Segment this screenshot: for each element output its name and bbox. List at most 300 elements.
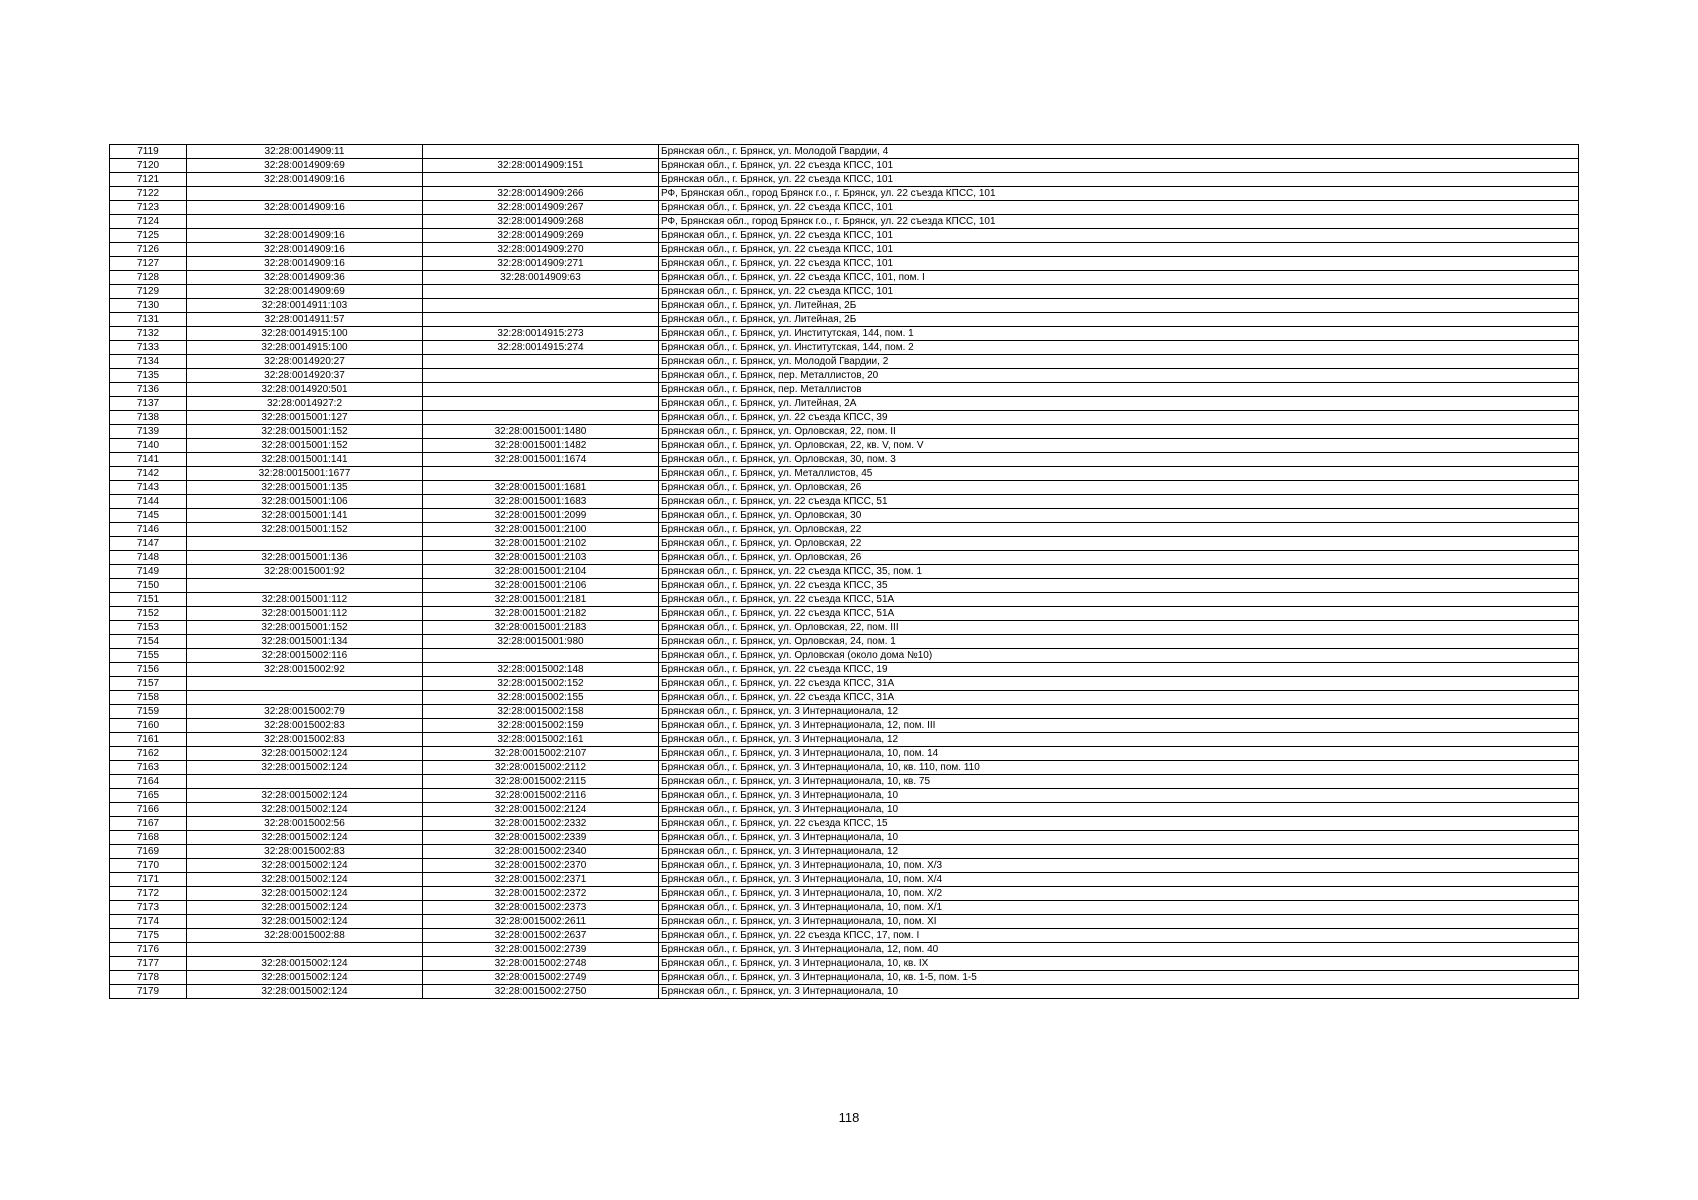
parcel-cadastral-number-cell: 32:28:0014911:103	[187, 299, 423, 313]
object-cadastral-number-cell	[423, 285, 659, 299]
address-cell: Брянская обл., г. Брянск, ул. 3 Интернационала, 12	[659, 845, 1579, 859]
parcel-cadastral-number-cell: 32:28:0014909:69	[187, 159, 423, 173]
address-cell: Брянская обл., г. Брянск, ул. Металлистов, 45	[659, 467, 1579, 481]
table-row	[110, 635, 1579, 649]
row-number-cell: 7155	[110, 649, 187, 663]
table-row	[110, 173, 1579, 187]
table-row	[110, 901, 1579, 915]
object-cadastral-number-cell: 32:28:0015002:2115	[423, 775, 659, 789]
row-number-cell: 7170	[110, 859, 187, 873]
address-cell: Брянская обл., г. Брянск, ул. 3 Интернационала, 10	[659, 985, 1579, 999]
parcel-cadastral-number-cell: 32:28:0015002:83	[187, 733, 423, 747]
object-cadastral-number-cell: 32:28:0014915:274	[423, 341, 659, 355]
row-number-cell: 7141	[110, 453, 187, 467]
object-cadastral-number-cell: 32:28:0015002:2739	[423, 943, 659, 957]
parcel-cadastral-number-cell: 32:28:0015001:152	[187, 425, 423, 439]
row-number-cell: 7148	[110, 551, 187, 565]
parcel-cadastral-number-cell: 32:28:0015001:152	[187, 621, 423, 635]
table-row	[110, 705, 1579, 719]
row-number-cell: 7128	[110, 271, 187, 285]
object-cadastral-number-cell: 32:28:0015001:2100	[423, 523, 659, 537]
row-number-cell: 7120	[110, 159, 187, 173]
table-row	[110, 509, 1579, 523]
address-cell: РФ, Брянская обл., город Брянск г.о., г. Брянск, ул. 22 съезда КПСС, 101	[659, 215, 1579, 229]
row-number-cell: 7161	[110, 733, 187, 747]
row-number-cell: 7139	[110, 425, 187, 439]
row-number-cell: 7157	[110, 677, 187, 691]
address-cell: Брянская обл., г. Брянск, ул. 3 Интернационала, 10, кв. IX	[659, 957, 1579, 971]
parcel-cadastral-number-cell: 32:28:0015002:124	[187, 971, 423, 985]
row-number-cell: 7123	[110, 201, 187, 215]
object-cadastral-number-cell: 32:28:0015002:2372	[423, 887, 659, 901]
table-row	[110, 733, 1579, 747]
table-row	[110, 817, 1579, 831]
table-row	[110, 789, 1579, 803]
parcel-cadastral-number-cell: 32:28:0014909:16	[187, 201, 423, 215]
object-cadastral-number-cell: 32:28:0015001:2183	[423, 621, 659, 635]
object-cadastral-number-cell: 32:28:0015002:2124	[423, 803, 659, 817]
address-cell: Брянская обл., г. Брянск, ул. 22 съезда КПСС, 15	[659, 817, 1579, 831]
object-cadastral-number-cell: 32:28:0015001:980	[423, 635, 659, 649]
address-cell: Брянская обл., г. Брянск, ул. 22 съезда КПСС, 101	[659, 243, 1579, 257]
row-number-cell: 7133	[110, 341, 187, 355]
row-number-cell: 7129	[110, 285, 187, 299]
row-number-cell: 7119	[110, 145, 187, 159]
parcel-cadastral-number-cell: 32:28:0014915:100	[187, 341, 423, 355]
row-number-cell: 7143	[110, 481, 187, 495]
address-cell: Брянская обл., г. Брянск, ул. 22 съезда КПСС, 39	[659, 411, 1579, 425]
table-row	[110, 985, 1579, 999]
row-number-cell: 7151	[110, 593, 187, 607]
row-number-cell: 7140	[110, 439, 187, 453]
row-number-cell: 7153	[110, 621, 187, 635]
address-cell: Брянская обл., г. Брянск, ул. Орловская, 22	[659, 523, 1579, 537]
object-cadastral-number-cell	[423, 173, 659, 187]
address-cell: Брянская обл., г. Брянск, ул. 22 съезда КПСС, 101	[659, 229, 1579, 243]
address-cell: Брянская обл., г. Брянск, ул. 3 Интернационала, 10, кв. 75	[659, 775, 1579, 789]
object-cadastral-number-cell: 32:28:0015001:1683	[423, 495, 659, 509]
address-cell: Брянская обл., г. Брянск, ул. 22 съезда КПСС, 101, пом. I	[659, 271, 1579, 285]
row-number-cell: 7154	[110, 635, 187, 649]
table-row	[110, 481, 1579, 495]
address-cell: Брянская обл., г. Брянск, ул. Орловская, 30	[659, 509, 1579, 523]
parcel-cadastral-number-cell: 32:28:0015001:134	[187, 635, 423, 649]
table-row	[110, 495, 1579, 509]
address-cell: Брянская обл., г. Брянск, ул. 22 съезда КПСС, 31А	[659, 691, 1579, 705]
table-row	[110, 201, 1579, 215]
address-cell: Брянская обл., г. Брянск, ул. 3 Интернационала, 10, пом. X/4	[659, 873, 1579, 887]
parcel-cadastral-number-cell: 32:28:0015001:112	[187, 593, 423, 607]
parcel-cadastral-number-cell: 32:28:0015002:124	[187, 789, 423, 803]
row-number-cell: 7159	[110, 705, 187, 719]
table-row	[110, 355, 1579, 369]
parcel-cadastral-number-cell: 32:28:0015002:124	[187, 873, 423, 887]
row-number-cell: 7168	[110, 831, 187, 845]
object-cadastral-number-cell: 32:28:0015002:2373	[423, 901, 659, 915]
row-number-cell: 7130	[110, 299, 187, 313]
row-number-cell: 7172	[110, 887, 187, 901]
row-number-cell: 7175	[110, 929, 187, 943]
address-cell: Брянская обл., г. Брянск, ул. Литейная, 2Б	[659, 313, 1579, 327]
table-row	[110, 383, 1579, 397]
row-number-cell: 7144	[110, 495, 187, 509]
object-cadastral-number-cell: 32:28:0015002:155	[423, 691, 659, 705]
row-number-cell: 7156	[110, 663, 187, 677]
address-cell: Брянская обл., г. Брянск, ул. 3 Интернационала, 10, пом. X/1	[659, 901, 1579, 915]
row-number-cell: 7177	[110, 957, 187, 971]
address-cell: Брянская обл., г. Брянск, ул. 3 Интернационала, 12	[659, 705, 1579, 719]
address-cell: Брянская обл., г. Брянск, ул. 3 Интернационала, 10, пом. 14	[659, 747, 1579, 761]
table-row	[110, 537, 1579, 551]
parcel-cadastral-number-cell: 32:28:0014909:16	[187, 243, 423, 257]
address-cell: Брянская обл., г. Брянск, ул. Молодой Гвардии, 2	[659, 355, 1579, 369]
address-cell: Брянская обл., г. Брянск, ул. Литейная, 2Б	[659, 299, 1579, 313]
row-number-cell: 7147	[110, 537, 187, 551]
parcel-cadastral-number-cell: 32:28:0015002:56	[187, 817, 423, 831]
table-row	[110, 243, 1579, 257]
object-cadastral-number-cell: 32:28:0015001:2182	[423, 607, 659, 621]
table-row	[110, 369, 1579, 383]
address-cell: Брянская обл., г. Брянск, ул. Литейная, 2А	[659, 397, 1579, 411]
parcel-cadastral-number-cell: 32:28:0015002:83	[187, 845, 423, 859]
address-cell: Брянская обл., г. Брянск, ул. Орловская, 22	[659, 537, 1579, 551]
table-row	[110, 327, 1579, 341]
object-cadastral-number-cell: 32:28:0015001:1480	[423, 425, 659, 439]
parcel-cadastral-number-cell: 32:28:0015002:124	[187, 761, 423, 775]
parcel-cadastral-number-cell: 32:28:0015002:124	[187, 747, 423, 761]
cadastral-table	[109, 144, 1579, 999]
parcel-cadastral-number-cell: 32:28:0014909:11	[187, 145, 423, 159]
parcel-cadastral-number-cell: 32:28:0015002:124	[187, 831, 423, 845]
table-row	[110, 943, 1579, 957]
address-cell: Брянская обл., г. Брянск, ул. 22 съезда КПСС, 101	[659, 201, 1579, 215]
parcel-cadastral-number-cell: 32:28:0015001:112	[187, 607, 423, 621]
parcel-cadastral-number-cell: 32:28:0014920:27	[187, 355, 423, 369]
address-cell: Брянская обл., г. Брянск, пер. Металлистов	[659, 383, 1579, 397]
address-cell: Брянская обл., г. Брянск, пер. Металлистов, 20	[659, 369, 1579, 383]
address-cell: Брянская обл., г. Брянск, ул. 22 съезда КПСС, 51А	[659, 593, 1579, 607]
object-cadastral-number-cell: 32:28:0014909:269	[423, 229, 659, 243]
address-cell: Брянская обл., г. Брянск, ул. 3 Интернационала, 10, пом. XI	[659, 915, 1579, 929]
table-row	[110, 593, 1579, 607]
row-number-cell: 7179	[110, 985, 187, 999]
parcel-cadastral-number-cell: 32:28:0015001:135	[187, 481, 423, 495]
parcel-cadastral-number-cell: 32:28:0015001:152	[187, 523, 423, 537]
row-number-cell: 7138	[110, 411, 187, 425]
table-row	[110, 747, 1579, 761]
address-cell: Брянская обл., г. Брянск, ул. 22 съезда КПСС, 17, пом. I	[659, 929, 1579, 943]
parcel-cadastral-number-cell: 32:28:0014909:69	[187, 285, 423, 299]
object-cadastral-number-cell	[423, 411, 659, 425]
address-cell: РФ, Брянская обл., город Брянск г.о., г. Брянск, ул. 22 съезда КПСС, 101	[659, 187, 1579, 201]
object-cadastral-number-cell	[423, 355, 659, 369]
table-body	[110, 145, 1579, 999]
table-row	[110, 425, 1579, 439]
table-row	[110, 663, 1579, 677]
parcel-cadastral-number-cell: 32:28:0014927:2	[187, 397, 423, 411]
object-cadastral-number-cell	[423, 313, 659, 327]
table-row	[110, 215, 1579, 229]
table-row	[110, 971, 1579, 985]
object-cadastral-number-cell: 32:28:0015001:1482	[423, 439, 659, 453]
object-cadastral-number-cell: 32:28:0015002:2112	[423, 761, 659, 775]
object-cadastral-number-cell: 32:28:0015002:158	[423, 705, 659, 719]
parcel-cadastral-number-cell: 32:28:0014911:57	[187, 313, 423, 327]
address-cell: Брянская обл., г. Брянск, ул. 22 съезда КПСС, 101	[659, 173, 1579, 187]
address-cell: Брянская обл., г. Брянск, ул. 22 съезда КПСС, 31А	[659, 677, 1579, 691]
parcel-cadastral-number-cell: 32:28:0014915:100	[187, 327, 423, 341]
address-cell: Брянская обл., г. Брянск, ул. 22 съезда КПСС, 35, пом. 1	[659, 565, 1579, 579]
address-cell: Брянская обл., г. Брянск, ул. Орловская, 22, кв. V, пом. V	[659, 439, 1579, 453]
table-row	[110, 607, 1579, 621]
table-row	[110, 453, 1579, 467]
parcel-cadastral-number-cell: 32:28:0015002:124	[187, 985, 423, 999]
address-cell: Брянская обл., г. Брянск, ул. 3 Интернационала, 10, кв. 110, пом. 110	[659, 761, 1579, 775]
address-cell: Брянская обл., г. Брянск, ул. Орловская, 22, пом. III	[659, 621, 1579, 635]
table-row	[110, 803, 1579, 817]
parcel-cadastral-number-cell	[187, 943, 423, 957]
address-cell: Брянская обл., г. Брянск, ул. 22 съезда КПСС, 51	[659, 495, 1579, 509]
table-row	[110, 299, 1579, 313]
row-number-cell: 7126	[110, 243, 187, 257]
row-number-cell: 7158	[110, 691, 187, 705]
table-row	[110, 551, 1579, 565]
table-row	[110, 467, 1579, 481]
object-cadastral-number-cell: 32:28:0015002:2340	[423, 845, 659, 859]
object-cadastral-number-cell: 32:28:0015002:2371	[423, 873, 659, 887]
parcel-cadastral-number-cell: 32:28:0015002:116	[187, 649, 423, 663]
object-cadastral-number-cell: 32:28:0015002:2107	[423, 747, 659, 761]
parcel-cadastral-number-cell	[187, 691, 423, 705]
table-row	[110, 145, 1579, 159]
parcel-cadastral-number-cell	[187, 579, 423, 593]
table-row	[110, 845, 1579, 859]
row-number-cell: 7122	[110, 187, 187, 201]
object-cadastral-number-cell	[423, 369, 659, 383]
table-row	[110, 859, 1579, 873]
address-cell: Брянская обл., г. Брянск, ул. 3 Интернационала, 10	[659, 803, 1579, 817]
address-cell: Брянская обл., г. Брянск, ул. Орловская, 24, пом. 1	[659, 635, 1579, 649]
row-number-cell: 7124	[110, 215, 187, 229]
row-number-cell: 7152	[110, 607, 187, 621]
table-row	[110, 439, 1579, 453]
parcel-cadastral-number-cell: 32:28:0015002:79	[187, 705, 423, 719]
parcel-cadastral-number-cell: 32:28:0015001:136	[187, 551, 423, 565]
row-number-cell: 7176	[110, 943, 187, 957]
row-number-cell: 7132	[110, 327, 187, 341]
object-cadastral-number-cell: 32:28:0014909:271	[423, 257, 659, 271]
table-row	[110, 775, 1579, 789]
object-cadastral-number-cell: 32:28:0015001:2103	[423, 551, 659, 565]
parcel-cadastral-number-cell: 32:28:0015002:83	[187, 719, 423, 733]
object-cadastral-number-cell: 32:28:0015002:159	[423, 719, 659, 733]
object-cadastral-number-cell: 32:28:0014909:151	[423, 159, 659, 173]
object-cadastral-number-cell: 32:28:0015002:152	[423, 677, 659, 691]
table-row	[110, 957, 1579, 971]
table-row	[110, 579, 1579, 593]
table-row	[110, 257, 1579, 271]
parcel-cadastral-number-cell: 32:28:0015001:1677	[187, 467, 423, 481]
object-cadastral-number-cell	[423, 383, 659, 397]
object-cadastral-number-cell: 32:28:0015002:2748	[423, 957, 659, 971]
row-number-cell: 7167	[110, 817, 187, 831]
row-number-cell: 7134	[110, 355, 187, 369]
object-cadastral-number-cell: 32:28:0015002:2116	[423, 789, 659, 803]
row-number-cell: 7142	[110, 467, 187, 481]
object-cadastral-number-cell: 32:28:0014909:267	[423, 201, 659, 215]
address-cell: Брянская обл., г. Брянск, ул. 22 съезда КПСС, 35	[659, 579, 1579, 593]
object-cadastral-number-cell: 32:28:0015002:2749	[423, 971, 659, 985]
object-cadastral-number-cell: 32:28:0015001:1681	[423, 481, 659, 495]
parcel-cadastral-number-cell	[187, 215, 423, 229]
row-number-cell: 7135	[110, 369, 187, 383]
parcel-cadastral-number-cell: 32:28:0014920:37	[187, 369, 423, 383]
parcel-cadastral-number-cell: 32:28:0015002:124	[187, 901, 423, 915]
row-number-cell: 7178	[110, 971, 187, 985]
address-cell: Брянская обл., г. Брянск, ул. 3 Интернационала, 10, кв. 1-5, пом. 1-5	[659, 971, 1579, 985]
parcel-cadastral-number-cell: 32:28:0015001:152	[187, 439, 423, 453]
row-number-cell: 7137	[110, 397, 187, 411]
object-cadastral-number-cell: 32:28:0015002:2611	[423, 915, 659, 929]
address-cell: Брянская обл., г. Брянск, ул. 22 съезда КПСС, 101	[659, 159, 1579, 173]
table-row	[110, 873, 1579, 887]
object-cadastral-number-cell	[423, 467, 659, 481]
object-cadastral-number-cell: 32:28:0015002:2637	[423, 929, 659, 943]
parcel-cadastral-number-cell: 32:28:0014909:16	[187, 229, 423, 243]
address-cell: Брянская обл., г. Брянск, ул. 3 Интернационала, 10, пом. X/3	[659, 859, 1579, 873]
address-cell: Брянская обл., г. Брянск, ул. Орловская, 22, пом. II	[659, 425, 1579, 439]
address-cell: Брянская обл., г. Брянск, ул. 3 Интернационала, 12	[659, 733, 1579, 747]
address-cell: Брянская обл., г. Брянск, ул. 3 Интернационала, 10, пом. X/2	[659, 887, 1579, 901]
object-cadastral-number-cell	[423, 397, 659, 411]
page-number: 118	[838, 1110, 860, 1125]
object-cadastral-number-cell: 32:28:0014909:266	[423, 187, 659, 201]
object-cadastral-number-cell	[423, 299, 659, 313]
parcel-cadastral-number-cell	[187, 537, 423, 551]
address-cell: Брянская обл., г. Брянск, ул. 22 съезда КПСС, 101	[659, 257, 1579, 271]
object-cadastral-number-cell: 32:28:0015001:1674	[423, 453, 659, 467]
parcel-cadastral-number-cell: 32:28:0015001:127	[187, 411, 423, 425]
address-cell: Брянская обл., г. Брянск, ул. Институтская, 144, пом. 2	[659, 341, 1579, 355]
row-number-cell: 7169	[110, 845, 187, 859]
address-cell: Брянская обл., г. Брянск, ул. Орловская, 26	[659, 551, 1579, 565]
object-cadastral-number-cell: 32:28:0015002:148	[423, 663, 659, 677]
object-cadastral-number-cell: 32:28:0014909:63	[423, 271, 659, 285]
parcel-cadastral-number-cell: 32:28:0014909:16	[187, 257, 423, 271]
object-cadastral-number-cell: 32:28:0014909:268	[423, 215, 659, 229]
object-cadastral-number-cell: 32:28:0015001:2102	[423, 537, 659, 551]
table-row	[110, 523, 1579, 537]
address-cell: Брянская обл., г. Брянск, ул. Молодой Гвардии, 4	[659, 145, 1579, 159]
row-number-cell: 7145	[110, 509, 187, 523]
address-cell: Брянская обл., г. Брянск, ул. 3 Интернационала, 10	[659, 831, 1579, 845]
table-row	[110, 397, 1579, 411]
object-cadastral-number-cell: 32:28:0015002:161	[423, 733, 659, 747]
object-cadastral-number-cell	[423, 649, 659, 663]
table-row	[110, 565, 1579, 579]
table-row	[110, 159, 1579, 173]
parcel-cadastral-number-cell	[187, 187, 423, 201]
row-number-cell: 7166	[110, 803, 187, 817]
parcel-cadastral-number-cell: 32:28:0015002:88	[187, 929, 423, 943]
object-cadastral-number-cell	[423, 145, 659, 159]
address-cell: Брянская обл., г. Брянск, ул. 22 съезда КПСС, 19	[659, 663, 1579, 677]
parcel-cadastral-number-cell: 32:28:0014909:36	[187, 271, 423, 285]
row-number-cell: 7174	[110, 915, 187, 929]
parcel-cadastral-number-cell: 32:28:0015002:124	[187, 803, 423, 817]
table-row	[110, 285, 1579, 299]
table-row	[110, 831, 1579, 845]
parcel-cadastral-number-cell: 32:28:0015001:92	[187, 565, 423, 579]
object-cadastral-number-cell: 32:28:0015001:2099	[423, 509, 659, 523]
row-number-cell: 7146	[110, 523, 187, 537]
table-row	[110, 887, 1579, 901]
address-cell: Брянская обл., г. Брянск, ул. 3 Интернационала, 10	[659, 789, 1579, 803]
row-number-cell: 7163	[110, 761, 187, 775]
address-cell: Брянская обл., г. Брянск, ул. Орловская, 26	[659, 481, 1579, 495]
table-row	[110, 915, 1579, 929]
row-number-cell: 7136	[110, 383, 187, 397]
object-cadastral-number-cell: 32:28:0015002:2370	[423, 859, 659, 873]
object-cadastral-number-cell: 32:28:0015001:2104	[423, 565, 659, 579]
table-row	[110, 719, 1579, 733]
object-cadastral-number-cell: 32:28:0015002:2750	[423, 985, 659, 999]
row-number-cell: 7150	[110, 579, 187, 593]
address-cell: Брянская обл., г. Брянск, ул. Орловская, 30, пом. 3	[659, 453, 1579, 467]
object-cadastral-number-cell: 32:28:0014915:273	[423, 327, 659, 341]
object-cadastral-number-cell: 32:28:0015001:2181	[423, 593, 659, 607]
object-cadastral-number-cell: 32:28:0015002:2339	[423, 831, 659, 845]
object-cadastral-number-cell: 32:28:0014909:270	[423, 243, 659, 257]
object-cadastral-number-cell: 32:28:0015002:2332	[423, 817, 659, 831]
row-number-cell: 7164	[110, 775, 187, 789]
parcel-cadastral-number-cell	[187, 775, 423, 789]
table-row	[110, 677, 1579, 691]
address-cell: Брянская обл., г. Брянск, ул. 3 Интернационала, 12, пом. III	[659, 719, 1579, 733]
address-cell: Брянская обл., г. Брянск, ул. Институтская, 144, пом. 1	[659, 327, 1579, 341]
table-row	[110, 621, 1579, 635]
parcel-cadastral-number-cell: 32:28:0015001:141	[187, 453, 423, 467]
row-number-cell: 7131	[110, 313, 187, 327]
parcel-cadastral-number-cell: 32:28:0014920:501	[187, 383, 423, 397]
table-row	[110, 411, 1579, 425]
parcel-cadastral-number-cell: 32:28:0015002:124	[187, 915, 423, 929]
table-row	[110, 271, 1579, 285]
row-number-cell: 7149	[110, 565, 187, 579]
parcel-cadastral-number-cell: 32:28:0015002:124	[187, 887, 423, 901]
table-row	[110, 341, 1579, 355]
table-row	[110, 313, 1579, 327]
address-cell: Брянская обл., г. Брянск, ул. Орловская (около дома №10)	[659, 649, 1579, 663]
address-cell: Брянская обл., г. Брянск, ул. 22 съезда КПСС, 101	[659, 285, 1579, 299]
parcel-cadastral-number-cell: 32:28:0015001:106	[187, 495, 423, 509]
table-row	[110, 187, 1579, 201]
row-number-cell: 7162	[110, 747, 187, 761]
object-cadastral-number-cell: 32:28:0015001:2106	[423, 579, 659, 593]
row-number-cell: 7173	[110, 901, 187, 915]
row-number-cell: 7127	[110, 257, 187, 271]
parcel-cadastral-number-cell: 32:28:0014909:16	[187, 173, 423, 187]
parcel-cadastral-number-cell: 32:28:0015002:124	[187, 957, 423, 971]
parcel-cadastral-number-cell	[187, 677, 423, 691]
parcel-cadastral-number-cell: 32:28:0015001:141	[187, 509, 423, 523]
parcel-cadastral-number-cell: 32:28:0015002:124	[187, 859, 423, 873]
table-row	[110, 761, 1579, 775]
row-number-cell: 7165	[110, 789, 187, 803]
table-row	[110, 929, 1579, 943]
table-row	[110, 229, 1579, 243]
address-cell: Брянская обл., г. Брянск, ул. 3 Интернационала, 12, пом. 40	[659, 943, 1579, 957]
